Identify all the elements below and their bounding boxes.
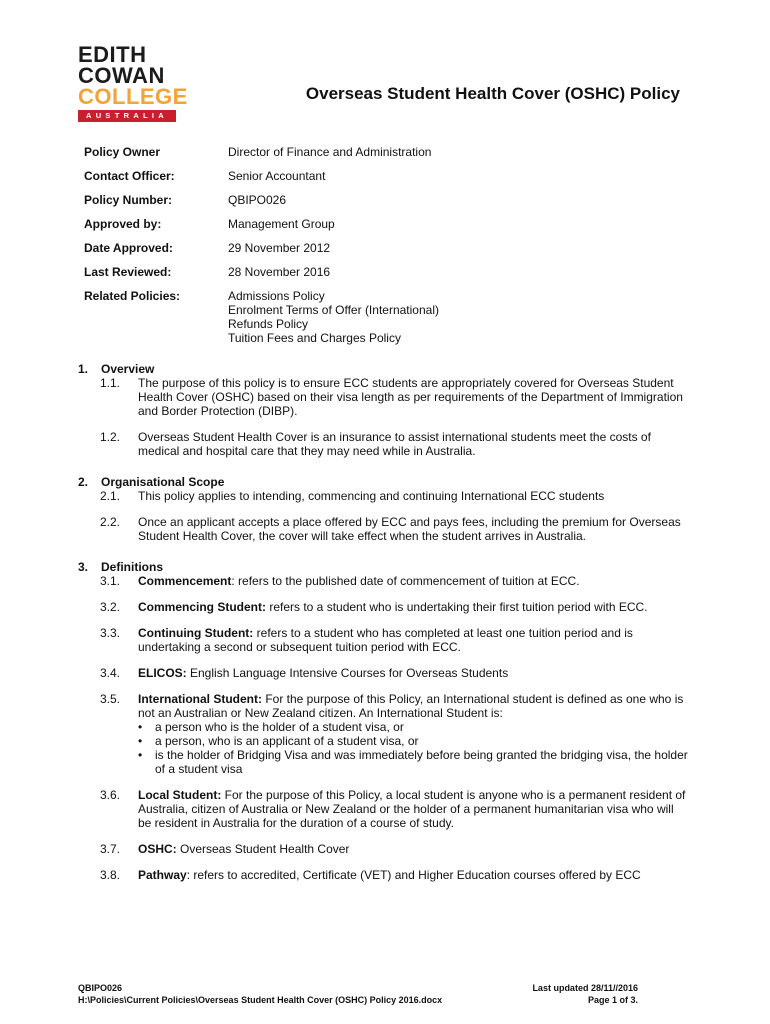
- clause-text: [138, 430, 688, 458]
- metadata-label: Policy Owner: [84, 145, 161, 159]
- footer-last-updated: Last updated 28/11//2016: [532, 983, 638, 993]
- clause-number: 3.5.: [100, 692, 121, 706]
- metadata-row: [84, 193, 439, 207]
- clause-body: [138, 788, 688, 830]
- metadata-value-line: Director of Finance and Administration: [228, 145, 432, 159]
- section-heading: [78, 363, 688, 376]
- clause-body: [138, 489, 688, 503]
- clause-text: [138, 376, 688, 418]
- metadata-label: Policy Number:: [84, 193, 173, 207]
- metadata-label: Last Reviewed:: [84, 265, 172, 279]
- defined-term: Local Student:: [138, 788, 222, 802]
- clause-number: 3.8.: [100, 868, 121, 882]
- metadata-value-line: Management Group: [228, 217, 335, 231]
- metadata-row: [84, 169, 439, 183]
- college-logo: [78, 42, 188, 122]
- clause-description: Overseas Student Health Cover: [176, 842, 350, 856]
- metadata-value: [228, 289, 439, 345]
- clause: [100, 788, 688, 830]
- page-footer: [78, 982, 638, 1006]
- metadata-row: [84, 289, 439, 345]
- clause: [100, 868, 688, 882]
- metadata-value: [228, 241, 439, 255]
- clause-body: [138, 574, 688, 588]
- bullet-list: [138, 720, 688, 776]
- section-number: 3.: [78, 560, 89, 574]
- clause-body: [138, 600, 688, 614]
- clause-body: [138, 666, 688, 680]
- clause-body: [138, 692, 688, 720]
- defined-term: Commencing Student:: [138, 600, 266, 614]
- clause-text: [138, 666, 688, 680]
- metadata-label: Related Policies:: [84, 289, 181, 303]
- metadata-value-line: 29 November 2012: [228, 241, 331, 255]
- defined-term: Pathway: [138, 868, 187, 882]
- metadata-row: [84, 217, 439, 231]
- metadata-label: Approved by:: [84, 217, 162, 231]
- clause-text: [138, 788, 688, 830]
- section-title: Definitions: [101, 560, 163, 574]
- section-number: 1.: [78, 362, 89, 376]
- clause-number: 3.4.: [100, 666, 121, 680]
- document-title: Overseas Student Health Cover (OSHC) Policy: [305, 84, 680, 103]
- footer-page-number: Page 1 of 3.: [587, 995, 638, 1005]
- clause-description: refers to a student who is undertaking their first tuition period with ECC.: [266, 600, 648, 614]
- policy-sections: [78, 363, 688, 900]
- clause-text: [138, 692, 688, 776]
- clause-number: 3.2.: [100, 600, 121, 614]
- clause-body: [138, 868, 688, 882]
- defined-term: OSHC:: [138, 842, 177, 856]
- clause-text: [138, 842, 688, 856]
- metadata-value-line: Admissions Policy: [228, 289, 325, 303]
- clause: [100, 692, 688, 776]
- metadata-label: Contact Officer:: [84, 169, 175, 183]
- section-title: Overview: [101, 362, 155, 376]
- clause-number: 1.2.: [100, 430, 121, 444]
- metadata-value-line: QBIPO026: [228, 193, 287, 207]
- bullet-item: • a person, who is an applicant of a student visa, or: [155, 734, 688, 748]
- metadata-value-line: Refunds Policy: [228, 317, 309, 331]
- clause-number: 3.6.: [100, 788, 121, 802]
- metadata-value: [228, 217, 439, 231]
- metadata-value: [228, 265, 439, 279]
- clause-text: [138, 626, 688, 654]
- clause: [100, 515, 688, 543]
- clause: [100, 666, 688, 680]
- clause: [100, 842, 688, 856]
- section: [78, 561, 688, 882]
- clause-text: [138, 515, 688, 543]
- clause-number: 3.7.: [100, 842, 121, 856]
- metadata-value: [228, 169, 439, 183]
- clause-description: This policy applies to intending, commencing and continuing International ECC students: [138, 489, 605, 503]
- metadata-value-line: 28 November 2016: [228, 265, 331, 279]
- metadata-row: [84, 265, 439, 279]
- clause-body: [138, 430, 688, 458]
- clause-description: For the purpose of this Policy, an International student is defined as one who is not an Australian or New Zealand citizen. An International Student is:: [138, 692, 684, 720]
- clause-body: [138, 842, 688, 856]
- section-heading: [78, 561, 688, 574]
- logo-line-college: COLLEGE: [78, 84, 188, 109]
- logo-band-australia: AUSTRALIA: [78, 110, 176, 122]
- bullet-item: • is the holder of Bridging Visa and was immediately before being granted the bridging visa, the holder of a student visa: [155, 748, 688, 776]
- clause-description: : refers to the published date of commencement of tuition at ECC.: [231, 574, 580, 588]
- clause-text: [138, 600, 688, 614]
- defined-term: International Student:: [138, 692, 262, 706]
- clause-text: [138, 574, 688, 588]
- clause-body: [138, 626, 688, 654]
- clause: [100, 430, 688, 458]
- section-title: Organisational Scope: [101, 475, 225, 489]
- metadata-row: [84, 241, 439, 255]
- metadata-value-line: Enrolment Terms of Offer (International): [228, 303, 439, 317]
- logo-line-cowan: COWAN: [78, 63, 165, 88]
- metadata-value: [228, 145, 439, 159]
- defined-term: Continuing Student:: [138, 626, 254, 640]
- footer-file-path: H:\Policies\Current Policies\Overseas Student Health Cover (OSHC) Policy 2016.docx: [78, 995, 443, 1005]
- metadata-label: Date Approved:: [84, 241, 173, 255]
- defined-term: ELICOS:: [138, 666, 187, 680]
- footer-policy-number: QBIPO026: [78, 983, 123, 993]
- clause-number: 1.1.: [100, 376, 121, 390]
- metadata-row: [84, 145, 439, 159]
- clause-number: 2.1.: [100, 489, 121, 503]
- clause-description: refers to a student who has completed at least one tuition period and is undertaking a second or subsequent tuition period with ECC.: [138, 626, 633, 654]
- bullet-item: • a person who is the holder of a student visa, or: [155, 720, 688, 734]
- policy-metadata-table: [84, 145, 439, 355]
- clause-description: Once an applicant accepts a place offered by ECC and pays fees, including the premium for Overseas Student Health Cover, the cover will take effect when the student arrives in Australia.: [138, 515, 681, 543]
- clause-description: English Language Intensive Courses for Overseas Students: [186, 666, 509, 680]
- metadata-value-line: Tuition Fees and Charges Policy: [228, 331, 401, 345]
- clause-text: [138, 868, 688, 882]
- clause-text: [138, 489, 688, 503]
- section-number: 2.: [78, 475, 89, 489]
- clause: [100, 489, 688, 503]
- clause-description: The purpose of this policy is to ensure ECC students are appropriately covered for Overseas Student Health Cover (OSHC) based on their visa length as per requirements of the Department of Immigration and Border Protection (DIBP).: [138, 376, 683, 418]
- section-heading: [78, 476, 688, 489]
- clause-number: 2.2.: [100, 515, 121, 529]
- metadata-value: [228, 193, 439, 207]
- clause-description: Overseas Student Health Cover is an insurance to assist international students meet the costs of medical and hospital care that they may need while in Australia.: [138, 430, 651, 458]
- clause: [100, 574, 688, 588]
- metadata-value-line: Senior Accountant: [228, 169, 326, 183]
- clause: [100, 376, 688, 418]
- clause: [100, 600, 688, 614]
- section: [78, 363, 688, 458]
- clause-description: : refers to accredited, Certificate (VET) and Higher Education courses offered by ECC: [186, 868, 641, 882]
- clause-body: [138, 376, 688, 418]
- clause-number: 3.3.: [100, 626, 121, 640]
- logo-line-edith: EDITH: [78, 42, 147, 67]
- clause-body: [138, 515, 688, 543]
- section: [78, 476, 688, 543]
- clause-number: 3.1.: [100, 574, 121, 588]
- clause-description: For the purpose of this Policy, a local student is anyone who is a permanent resident of Australia, citizen of Australia or New Zealand or the holder of a permanent humanitarian visa who will be resident in Australia for the duration of a course of study.: [138, 788, 686, 830]
- clause: [100, 626, 688, 654]
- defined-term: Commencement: [138, 574, 232, 588]
